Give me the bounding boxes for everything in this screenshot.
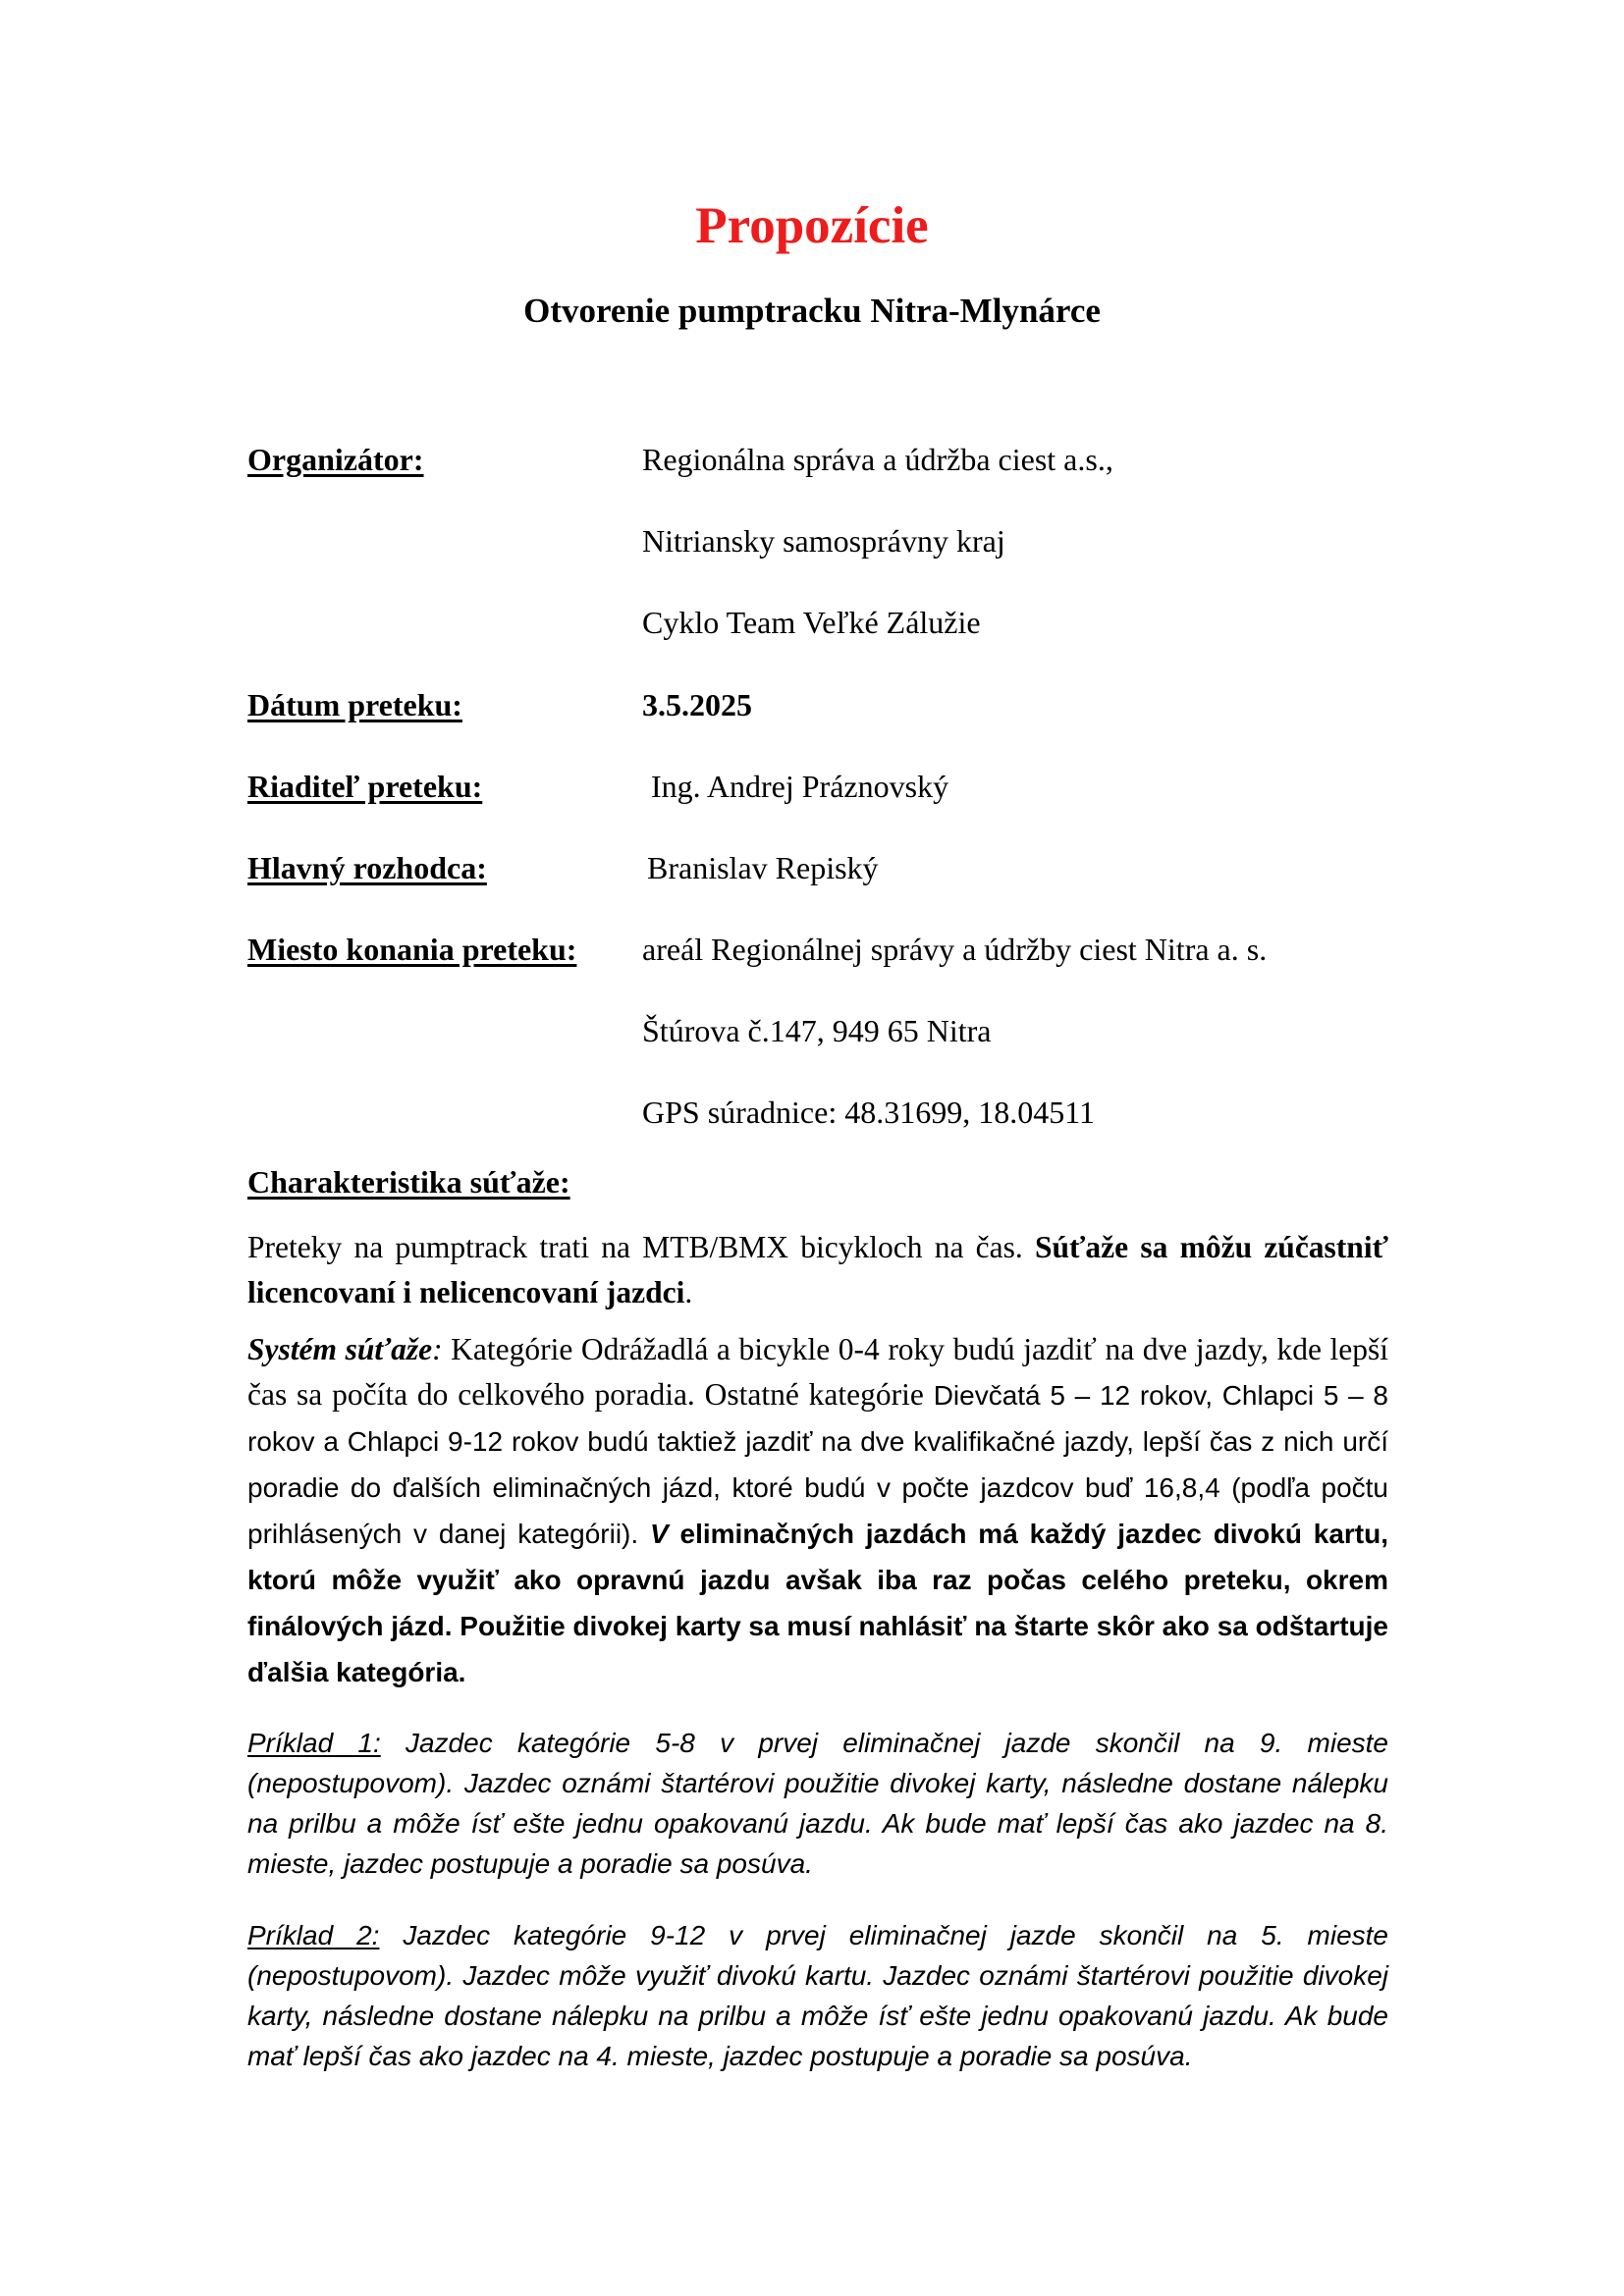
- system-paragraph: [247, 1327, 1388, 1695]
- example-text: Jazdec kategórie 5-8 v prvej eliminačnej jazde skončil na 9. mieste (nepostupovom). Jazdec oznámi štartérovi použitie divokej karty, následne dostane nálepku na prilbu a môže ísť ešte jednu opakovanú jazdu. Ak bude mať lepší čas ako jazdec na 8. mieste, jazdec postupuje a poradie sa posúva.: [247, 1728, 1388, 1879]
- organizer-line: Cyklo Team Veľké Zálužie: [642, 605, 981, 640]
- system-text-sans: Dievčatá 5 – 12 rokov, Chlapci 5 – 8 rokov a Chlapci 9-12 rokov budú taktiež jazdiť na dve kvalifikačné jazdy, lepší čas z nich určí poradie do ďalších eliminačných jázd, ktoré budú v počte jazdcov buď 16,8,4 (podľa počtu prihlásených v danej kategórii).: [247, 1380, 1388, 1549]
- date-value: 3.5.2025: [642, 687, 752, 722]
- characteristics-paragraph: [247, 1225, 1388, 1315]
- referee-value: Branislav Repiský: [647, 850, 879, 885]
- organizer-label: Organizátor:: [247, 442, 424, 477]
- characteristics-end: .: [684, 1275, 693, 1309]
- system-colon: :: [432, 1332, 443, 1366]
- organizer-line: Regionálna správa a údržba ciest a.s.,: [642, 442, 1113, 477]
- director-label: Riaditeľ preteku:: [247, 769, 483, 804]
- system-bold-italic: V: [650, 1519, 669, 1549]
- example-text: Jazdec kategórie 9-12 v prvej eliminačnej jazde skončil na 5. mieste (nepostupovom). Jazdec môže využiť divokú kartu. Jazdec oznámi štartérovi použitie divokej karty, následne dostane nálepku na prilbu a môže ísť ešte jednu opakovanú jazdu. Ak bude mať lepší čas ako jazdec na 4. mieste, jazdec postupuje a poradie sa posúva.: [247, 1920, 1389, 2071]
- example-paragraph: [247, 1915, 1388, 2076]
- example-label: Príklad 2:: [247, 1920, 380, 1950]
- page-title: Propozície: [695, 197, 929, 254]
- characteristics-heading: Charakteristika súťaže:: [247, 1164, 570, 1200]
- venue-line: Štúrova č.147, 949 65 Nitra: [642, 1013, 992, 1048]
- venue-label: Miesto konania preteku:: [247, 932, 577, 967]
- example-paragraph: [247, 1723, 1388, 1884]
- page-subtitle: Otvorenie pumptracku Nitra-Mlynárce: [523, 292, 1101, 330]
- example-label: Príklad 1:: [247, 1728, 381, 1758]
- organizer-line: Nitriansky samosprávny kraj: [642, 523, 1005, 559]
- referee-label: Hlavný rozhodca:: [247, 850, 487, 885]
- characteristics-text: Preteky na pumptrack trati na MTB/BMX bicykloch na čas.: [247, 1230, 1035, 1264]
- venue-line: areál Regionálnej správy a údržby ciest Nitra a. s.: [642, 932, 1268, 967]
- date-label: Dátum preteku:: [247, 687, 462, 722]
- venue-line: GPS súradnice: 48.31699, 18.04511: [642, 1095, 1096, 1130]
- system-text-serif: Kategórie Odrážadlá a bicykle 0-4 roky budú jazdiť na dve jazdy, kde lepší čas sa počíta do celkového poradia. Ostatné kategórie: [247, 1332, 1388, 1412]
- director-value: Ing. Andrej Práznovský: [651, 769, 949, 804]
- system-bold-text: eliminačných jazdách má každý jazdec divokú kartu, ktorú môže využiť ako opravnú jazdu avšak iba raz počas celého preteku, okrem finálových jázd. Použitie divokej karty sa musí nahlásiť na štarte skôr ako sa odštartuje ďalšia kategória.: [247, 1519, 1389, 1687]
- system-label: Systém súťaže: [247, 1332, 433, 1366]
- characteristics-bold-text: Súťaže sa môžu zúčastniť licencovaní i nelicencovaní jazdci: [247, 1230, 1388, 1309]
